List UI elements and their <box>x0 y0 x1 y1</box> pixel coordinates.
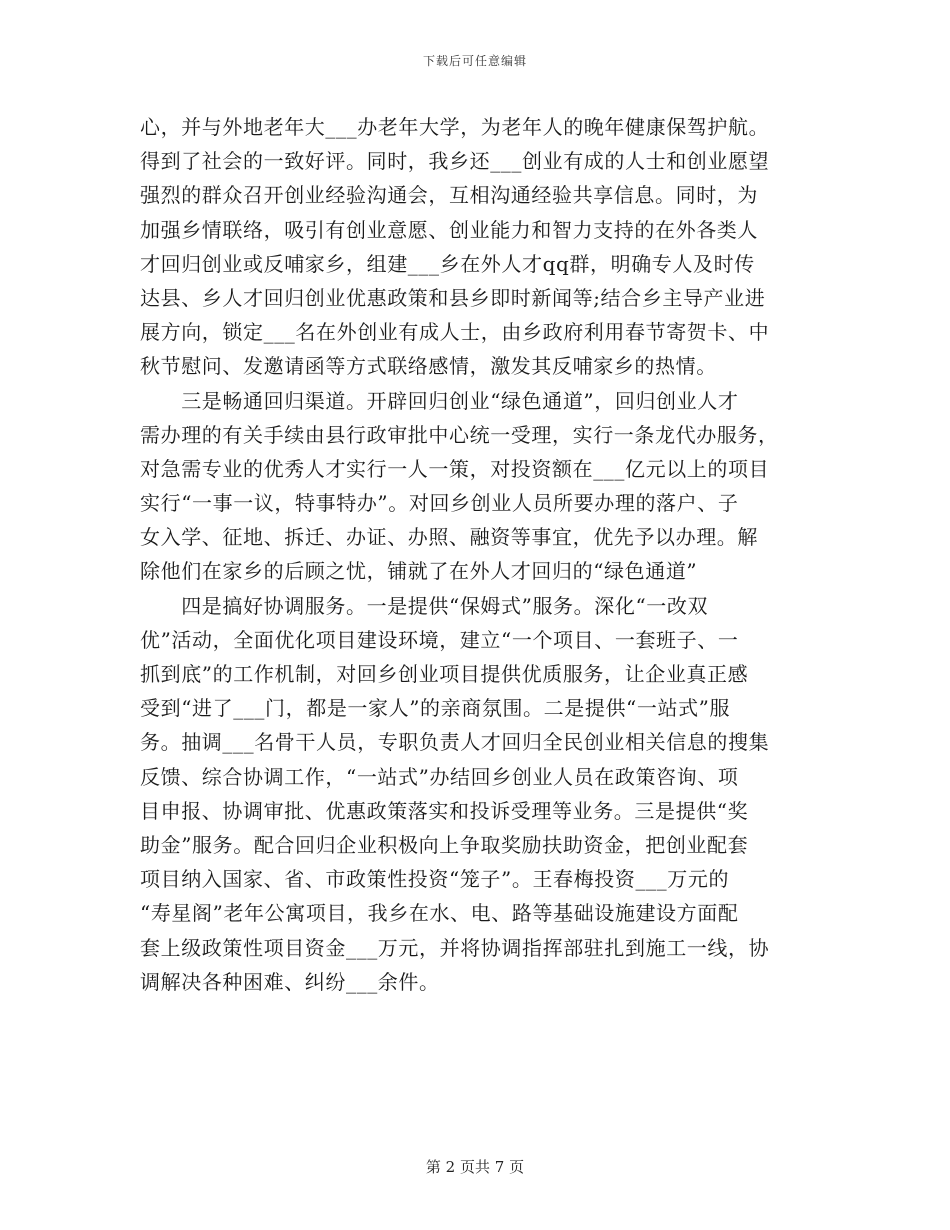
page-number-footer: 第 2 页共 7 页 <box>425 1158 525 1176</box>
text-line: 优”活动，全面优化项目建设环境，建立“一个项目、一套班子、一 <box>140 627 739 652</box>
text-line: 务。抽调___名骨干人员，专职负责人才回归全民创业相关信息的搜集 <box>140 730 770 755</box>
text-line: 调解决各种困难、纠纷___余件。 <box>140 969 440 994</box>
text-line: 实行“一事一议，特事特办”。对回乡创业人员所要办理的落户、子 <box>140 491 739 516</box>
page-header: 下载后可任意编辑 <box>422 54 527 68</box>
text-line: 除他们在家乡的后顾之忧，铺就了在外人才回归的“绿色通道” <box>140 559 698 584</box>
paragraph-start-line: 四是搞好协调服务。一是提供“保姆式”服务。深化“一改双 <box>140 593 709 618</box>
text-line: 达县、乡人才回归创业优惠政策和县乡即时新闻等;结合乡主导产业进 <box>140 285 766 310</box>
text-line: 秋节慰问、发邀请函等方式联络感情，激发其反哺家乡的热情。 <box>140 354 717 379</box>
text-line: 强烈的群众召开创业经验沟通会，互相沟通经验共享信息。同时，为 <box>140 183 758 208</box>
paragraph-start-line: 三是畅通回归渠道。开辟回归创业“绿色通道”，回归创业人才 <box>140 388 739 413</box>
text-line: 项目纳入国家、省、市政策性投资“笼子”。王春梅投资___万元的 <box>140 867 730 892</box>
document-body <box>140 110 808 999</box>
text-line: 抓到底”的工作机制，对回乡创业项目提供优质服务，让企业真正感 <box>140 662 749 686</box>
text-line: 目申报、协调审批、优惠政策落实和投诉受理等业务。三是提供“奖 <box>140 798 749 823</box>
text-line: 对急需专业的优秀人才实行一人一策，对投资额在___亿元以上的项目 <box>140 456 770 481</box>
text-line: 女入学、征地、拆迁、办证、办照、融资等事宜，优先予以办理。解 <box>140 525 758 550</box>
text-line: 助金”服务。配合回归企业积极向上争取奖励扶助资金，把创业配套 <box>140 832 749 857</box>
text-line: 得到了社会的一致好评。同时，我乡还___创业有成的人士和创业愿望 <box>140 149 770 174</box>
text-line: 反馈、综合协调工作，“一站式”办结回乡创业人员在政策咨询、项 <box>140 764 739 789</box>
text-line: 受到“进了___门，都是一家人”的亲商氛围。二是提供“一站式”服 <box>140 696 731 721</box>
text-line: 展方向，锁定___名在外创业有成人士，由乡政府利用春节寄贺卡、中 <box>140 320 770 345</box>
text-line: 需办理的有关手续由县行政审批中心统一受理，实行一条龙代办服务， <box>140 422 779 447</box>
text-line: 加强乡情联络，吸引有创业意愿、创业能力和智力支持的在外各类人 <box>140 217 758 242</box>
text-line: “寿星阁”老年公寓项目，我乡在水、电、路等基础设施建设方面配 <box>140 901 739 926</box>
text-line: 心，并与外地老年大___办老年大学，为老年人的晚年健康保驾护航。 <box>140 115 770 139</box>
text-line: 套上级政策性项目资金___万元，并将协调指挥部驻扎到施工一线，协 <box>140 935 770 960</box>
text-line: 才回归创业或反哺家乡，组建___乡在外人才qq群，明确专人及时传 <box>140 251 755 276</box>
